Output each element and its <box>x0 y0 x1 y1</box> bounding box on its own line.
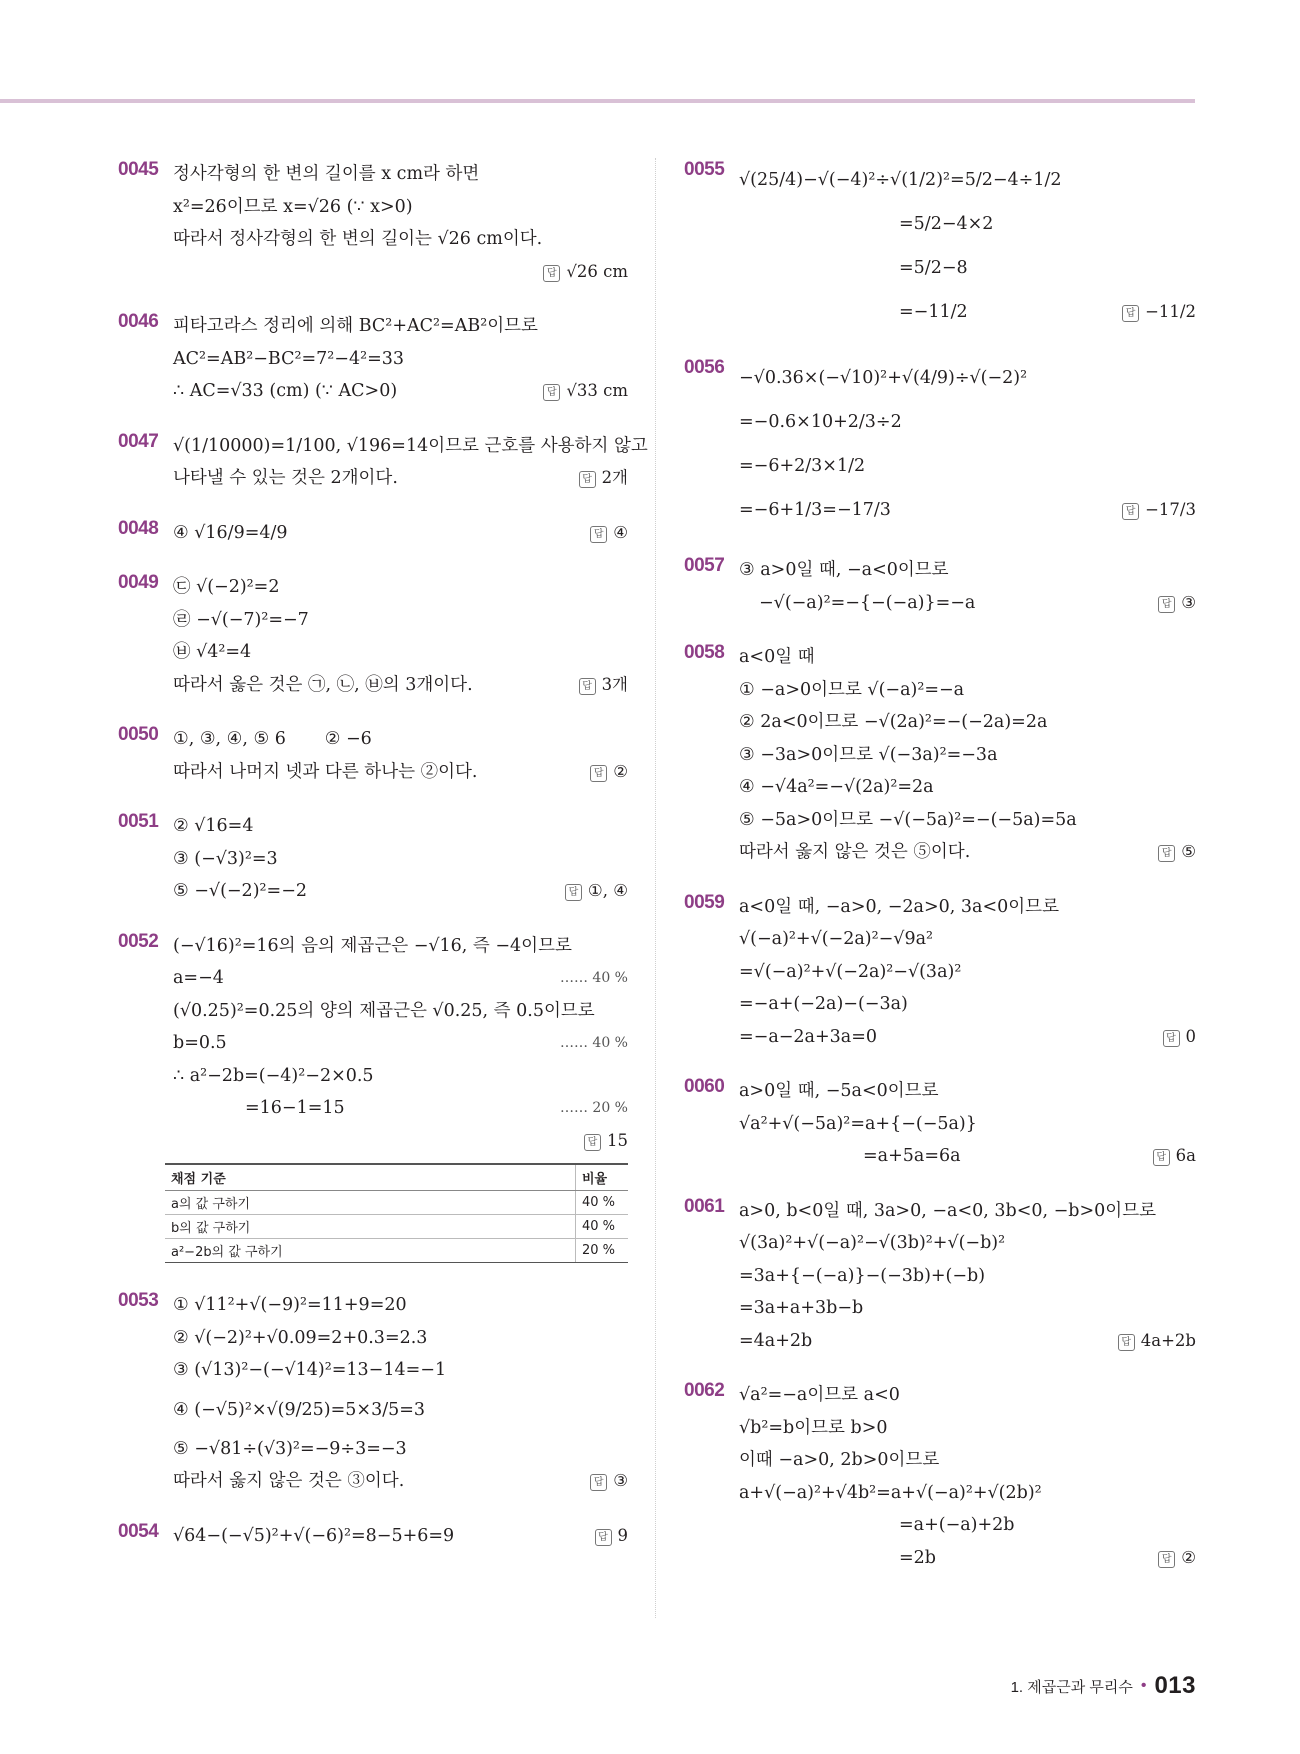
answer-badge: 답 <box>1118 1334 1135 1351</box>
solution-line: a>0, b<0일 때, 3a>0, −a<0, 3b<0, −b>0이므로 <box>739 1200 1156 1221</box>
problem-number: 0058 <box>684 642 725 663</box>
answer-row <box>173 875 628 908</box>
problem-0056 <box>684 356 1196 532</box>
solution-line: =3a+a+3b−b <box>739 1298 864 1318</box>
solution-line: ㉣ −√(−7)²=−7 <box>173 609 309 630</box>
solution-line: =−a+(−2a)−(−3a) <box>739 994 908 1014</box>
answer-badge: 답 <box>584 1134 601 1151</box>
solution-line: ㉥ √4²=4 <box>173 642 252 662</box>
answer-badge: 답 <box>590 765 607 782</box>
answer-badge: 답 <box>1158 596 1175 613</box>
solution-line: =√(−a)²+√(−2a)²−√(3a)² <box>739 961 962 982</box>
answer-row <box>739 1021 1196 1054</box>
left-column <box>118 158 648 1574</box>
solution-line: ③ −3a>0이므로 √(−3a)²=−3a <box>739 744 998 765</box>
header-accent-bar <box>0 99 1195 103</box>
problem-0050 <box>118 723 628 788</box>
score-row <box>173 962 628 995</box>
solution-line: (√0.25)²=0.25의 양의 제곱근은 √0.25, 즉 0.5이므로 <box>173 1000 595 1021</box>
solution-line: 따라서 정사각형의 한 변의 길이는 √26 cm이다. <box>173 229 543 249</box>
solution-line: =5/2−4×2 <box>899 214 994 234</box>
problem-number: 0060 <box>684 1076 725 1097</box>
answer: 답 ④ <box>590 517 628 550</box>
answer-row <box>739 290 1196 334</box>
problem-0061 <box>684 1195 1196 1358</box>
solution-line: AC²=AB²−BC²=7²−4²=33 <box>173 348 405 369</box>
answer-row <box>739 587 1196 620</box>
problem-number: 0057 <box>684 555 725 576</box>
score-mark: …… 40 % <box>559 1035 628 1052</box>
solution-line: =a+5a=6a <box>863 1146 961 1166</box>
footer-bullet: • <box>1140 1677 1147 1694</box>
solution-line: =−6+1/3=−17/3 <box>739 500 891 520</box>
answer-row <box>173 1465 628 1498</box>
solution-line: =−a−2a+3a=0 <box>739 1026 878 1047</box>
answer: 답 0 <box>1163 1021 1197 1054</box>
answer: 답 3개 <box>579 669 628 702</box>
solution-line: x²=26이므로 x=√26 (∵ x>0) <box>173 196 413 217</box>
solution-line: =5/2−8 <box>899 258 968 278</box>
grading-criteria-table <box>165 1163 628 1263</box>
solution-line: =−6+2/3×1/2 <box>739 456 866 476</box>
table-row: a²−2b의 값 구하기 20 % <box>165 1239 628 1263</box>
problem-number: 0050 <box>118 724 159 745</box>
solution-line: ④ −√4a²=−√(2a)²=2a <box>739 777 934 797</box>
answer-badge: 답 <box>543 384 560 401</box>
problem-0048 <box>118 517 628 550</box>
answer-row <box>739 488 1196 532</box>
solution-line: ⑤ −√(−2)²=−2 <box>173 881 307 901</box>
solution-line: =−0.6×10+2/3÷2 <box>739 412 902 432</box>
problem-number: 0047 <box>118 430 159 452</box>
score-mark: …… 40 % <box>559 970 628 987</box>
answer-row <box>173 517 628 550</box>
answer: 답 ② <box>590 756 628 789</box>
problem-0055 <box>684 158 1196 334</box>
problem-0049 <box>118 571 628 701</box>
score-row <box>173 1092 628 1125</box>
solution-line: √(3a)²+√(−a)²−√(3b)²+√(−b)² <box>739 1233 1006 1253</box>
answer-badge: 답 <box>579 678 596 695</box>
answer: 답 ③ <box>1158 587 1196 620</box>
solution-line: ① −a>0이므로 √(−a)²=−a <box>739 679 965 700</box>
solution-line: ③ a>0일 때, −a<0이므로 <box>739 560 949 580</box>
answer-badge: 답 <box>595 1529 612 1546</box>
solution-line: 따라서 옳은 것은 ㉠, ㉡, ㉥의 3개이다. <box>173 674 473 695</box>
solution-line: ∴ AC=√33 (cm) (∵ AC>0) <box>173 381 398 401</box>
solution-line: a<0일 때 <box>739 647 815 667</box>
solution-line: 따라서 옳지 않은 것은 ⑤이다. <box>739 842 971 862</box>
table-row: a의 값 구하기 40 % <box>165 1191 628 1215</box>
problem-0045 <box>118 158 628 288</box>
answer: 답 √33 cm <box>543 375 628 408</box>
problem-number: 0046 <box>118 311 159 332</box>
problem-number: 0045 <box>118 159 159 180</box>
answer-row <box>739 836 1196 869</box>
answer-row <box>739 1140 1196 1173</box>
table-header: 채점 기준 <box>165 1164 576 1191</box>
answer: 답 ⑤ <box>1158 836 1196 869</box>
answer-badge: 답 <box>1122 305 1139 322</box>
problem-number: 0051 <box>118 811 159 832</box>
page-number: 013 <box>1154 1672 1196 1699</box>
answer: 답 4a+2b <box>1118 1325 1196 1358</box>
solution-line: =16−1=15 <box>245 1098 345 1118</box>
problem-0052 <box>118 930 628 1264</box>
problem-number: 0052 <box>118 930 159 952</box>
solution-line: √a²+√(−5a)²=a+{−(−5a)} <box>739 1113 977 1134</box>
answer: 답 ①, ④ <box>565 875 628 908</box>
solution-line: √(1/10000)=1/100, √196=14이므로 근호를 사용하지 않고 <box>173 435 648 456</box>
answer-badge: 답 <box>1158 845 1175 862</box>
answer-row <box>173 462 628 495</box>
solution-line: =3a+{−(−a)}−(−3b)+(−b) <box>739 1265 986 1286</box>
problem-number: 0059 <box>684 891 725 913</box>
problem-0062 <box>684 1379 1196 1574</box>
answer-badge: 답 <box>1158 1551 1175 1568</box>
problem-0047 <box>118 430 648 495</box>
problem-number: 0062 <box>684 1380 725 1401</box>
solution-line: 따라서 나머지 넷과 다른 하나는 ②이다. <box>173 761 478 782</box>
problem-0057 <box>684 554 1196 619</box>
solution-line: √(25/4)−√(−4)²÷√(1/2)²=5/2−4÷1/2 <box>739 170 1062 190</box>
answer-badge: 답 <box>565 884 582 901</box>
page-footer <box>1011 1672 1196 1700</box>
problem-0051 <box>118 810 628 908</box>
problem-0059 <box>684 891 1196 1054</box>
problem-0054 <box>118 1520 628 1553</box>
answer: 답 2개 <box>579 462 628 495</box>
problem-0058 <box>684 641 1196 869</box>
solution-line: −√(−a)²=−{−(−a)}=−a <box>759 592 976 613</box>
solution-line: √b²=b이므로 b>0 <box>739 1417 888 1438</box>
answer-badge: 답 <box>590 1474 607 1491</box>
problem-number: 0055 <box>684 159 725 180</box>
table-header: 비율 <box>576 1164 629 1191</box>
solution-line: ② √(−2)²+√0.09=2+0.3=2.3 <box>173 1327 428 1348</box>
solution-line: √64−(−√5)²+√(−6)²=8−5+6=9 <box>173 1525 455 1546</box>
problem-0053 <box>118 1289 628 1498</box>
problem-0060 <box>684 1075 1196 1173</box>
solution-line: ①, ③, ④, ⑤ 6 ② −6 <box>173 729 372 749</box>
solution-line: ⑤ −√81÷(√3)²=−9÷3=−3 <box>173 1438 407 1459</box>
solution-line: ③ (√13)²−(−√14)²=13−14=−1 <box>173 1360 447 1380</box>
solution-line: 이때 −a>0, 2b>0이므로 <box>739 1450 940 1470</box>
answer: 답 9 <box>595 1520 629 1553</box>
answer: 답 √26 cm <box>173 256 628 289</box>
solution-line: ① √11²+√(−9)²=11+9=20 <box>173 1295 407 1315</box>
solution-line: a=−4 <box>173 968 224 988</box>
solution-line: ∴ a²−2b=(−4)²−2×0.5 <box>173 1065 374 1086</box>
table-row: b의 값 구하기 40 % <box>165 1215 628 1239</box>
answer: 답 ② <box>1158 1542 1196 1575</box>
solution-line: −√0.36×(−√10)²+√(4/9)÷√(−2)² <box>739 368 1028 388</box>
problem-number: 0054 <box>118 1520 159 1542</box>
solution-line: =−11/2 <box>899 302 968 322</box>
solution-line: 피타고라스 정리에 의해 BC²+AC²=AB²이므로 <box>173 316 538 336</box>
solution-line: 나타낼 수 있는 것은 2개이다. <box>173 468 398 488</box>
answer-badge: 답 <box>543 265 560 282</box>
solution-line: ㉢ √(−2)²=2 <box>173 577 280 597</box>
answer-row <box>173 1520 628 1553</box>
answer-row <box>739 1325 1196 1358</box>
solution-line: b=0.5 <box>173 1033 227 1053</box>
problem-number: 0056 <box>684 357 725 378</box>
solution-line: =a+(−a)+2b <box>899 1515 1015 1535</box>
score-row <box>173 1027 628 1060</box>
solution-line: √(−a)²+√(−2a)²−√9a² <box>739 929 934 949</box>
answer: 답 −11/2 <box>1122 296 1196 329</box>
column-divider <box>655 158 656 1618</box>
solution-line: ② 2a<0이므로 −√(2a)²=−(−2a)=2a <box>739 712 1048 732</box>
solution-line: 따라서 옳지 않은 것은 ③이다. <box>173 1471 405 1491</box>
solution-line: a+√(−a)²+√4b²=a+√(−a)²+√(2b)² <box>739 1482 1042 1503</box>
solution-line: ⑤ −5a>0이므로 −√(−5a)²=−(−5a)=5a <box>739 809 1077 830</box>
solution-line: √a²=−a이므로 a<0 <box>739 1385 900 1405</box>
answer-row <box>173 669 628 702</box>
answer-badge: 답 <box>579 471 596 488</box>
problem-number: 0061 <box>684 1195 725 1217</box>
score-mark: …… 20 % <box>559 1100 628 1117</box>
solution-line: =4a+2b <box>739 1330 813 1351</box>
solution-line: ② √16=4 <box>173 816 254 836</box>
answer: 답 ③ <box>590 1465 628 1498</box>
solution-line: ④ (−√5)²×√(9/25)=5×3/5=3 <box>173 1399 426 1420</box>
answer-row <box>173 375 628 408</box>
answer-badge: 답 <box>1163 1030 1180 1047</box>
solution-line: 정사각형의 한 변의 길이를 x cm라 하면 <box>173 164 480 184</box>
answer: 답 −17/3 <box>1122 494 1196 527</box>
right-column <box>684 158 1196 1596</box>
solution-line: ④ √16/9=4/9 <box>173 522 288 543</box>
solution-line: =2b <box>899 1547 936 1568</box>
answer-badge: 답 <box>1122 503 1139 520</box>
solution-line: a>0일 때, −5a<0이므로 <box>739 1081 939 1101</box>
problem-number: 0048 <box>118 517 159 539</box>
problem-number: 0049 <box>118 572 159 593</box>
answer-badge: 답 <box>590 526 607 543</box>
solution-line: ③ (−√3)²=3 <box>173 848 278 869</box>
answer-row <box>173 756 628 789</box>
problem-number: 0053 <box>118 1290 159 1311</box>
solution-line: (−√16)²=16의 음의 제곱근은 −√16, 즉 −4이므로 <box>173 935 572 956</box>
solution-line: a<0일 때, −a>0, −2a>0, 3a<0이므로 <box>739 896 1059 917</box>
chapter-title: 1. 제곱근과 무리수 <box>1010 1678 1133 1696</box>
answer-row <box>739 1542 1196 1575</box>
answer: 답 6a <box>1153 1140 1196 1173</box>
problem-0046 <box>118 310 628 408</box>
answer-badge: 답 <box>1153 1149 1170 1166</box>
answer: 답 15 <box>173 1125 628 1158</box>
